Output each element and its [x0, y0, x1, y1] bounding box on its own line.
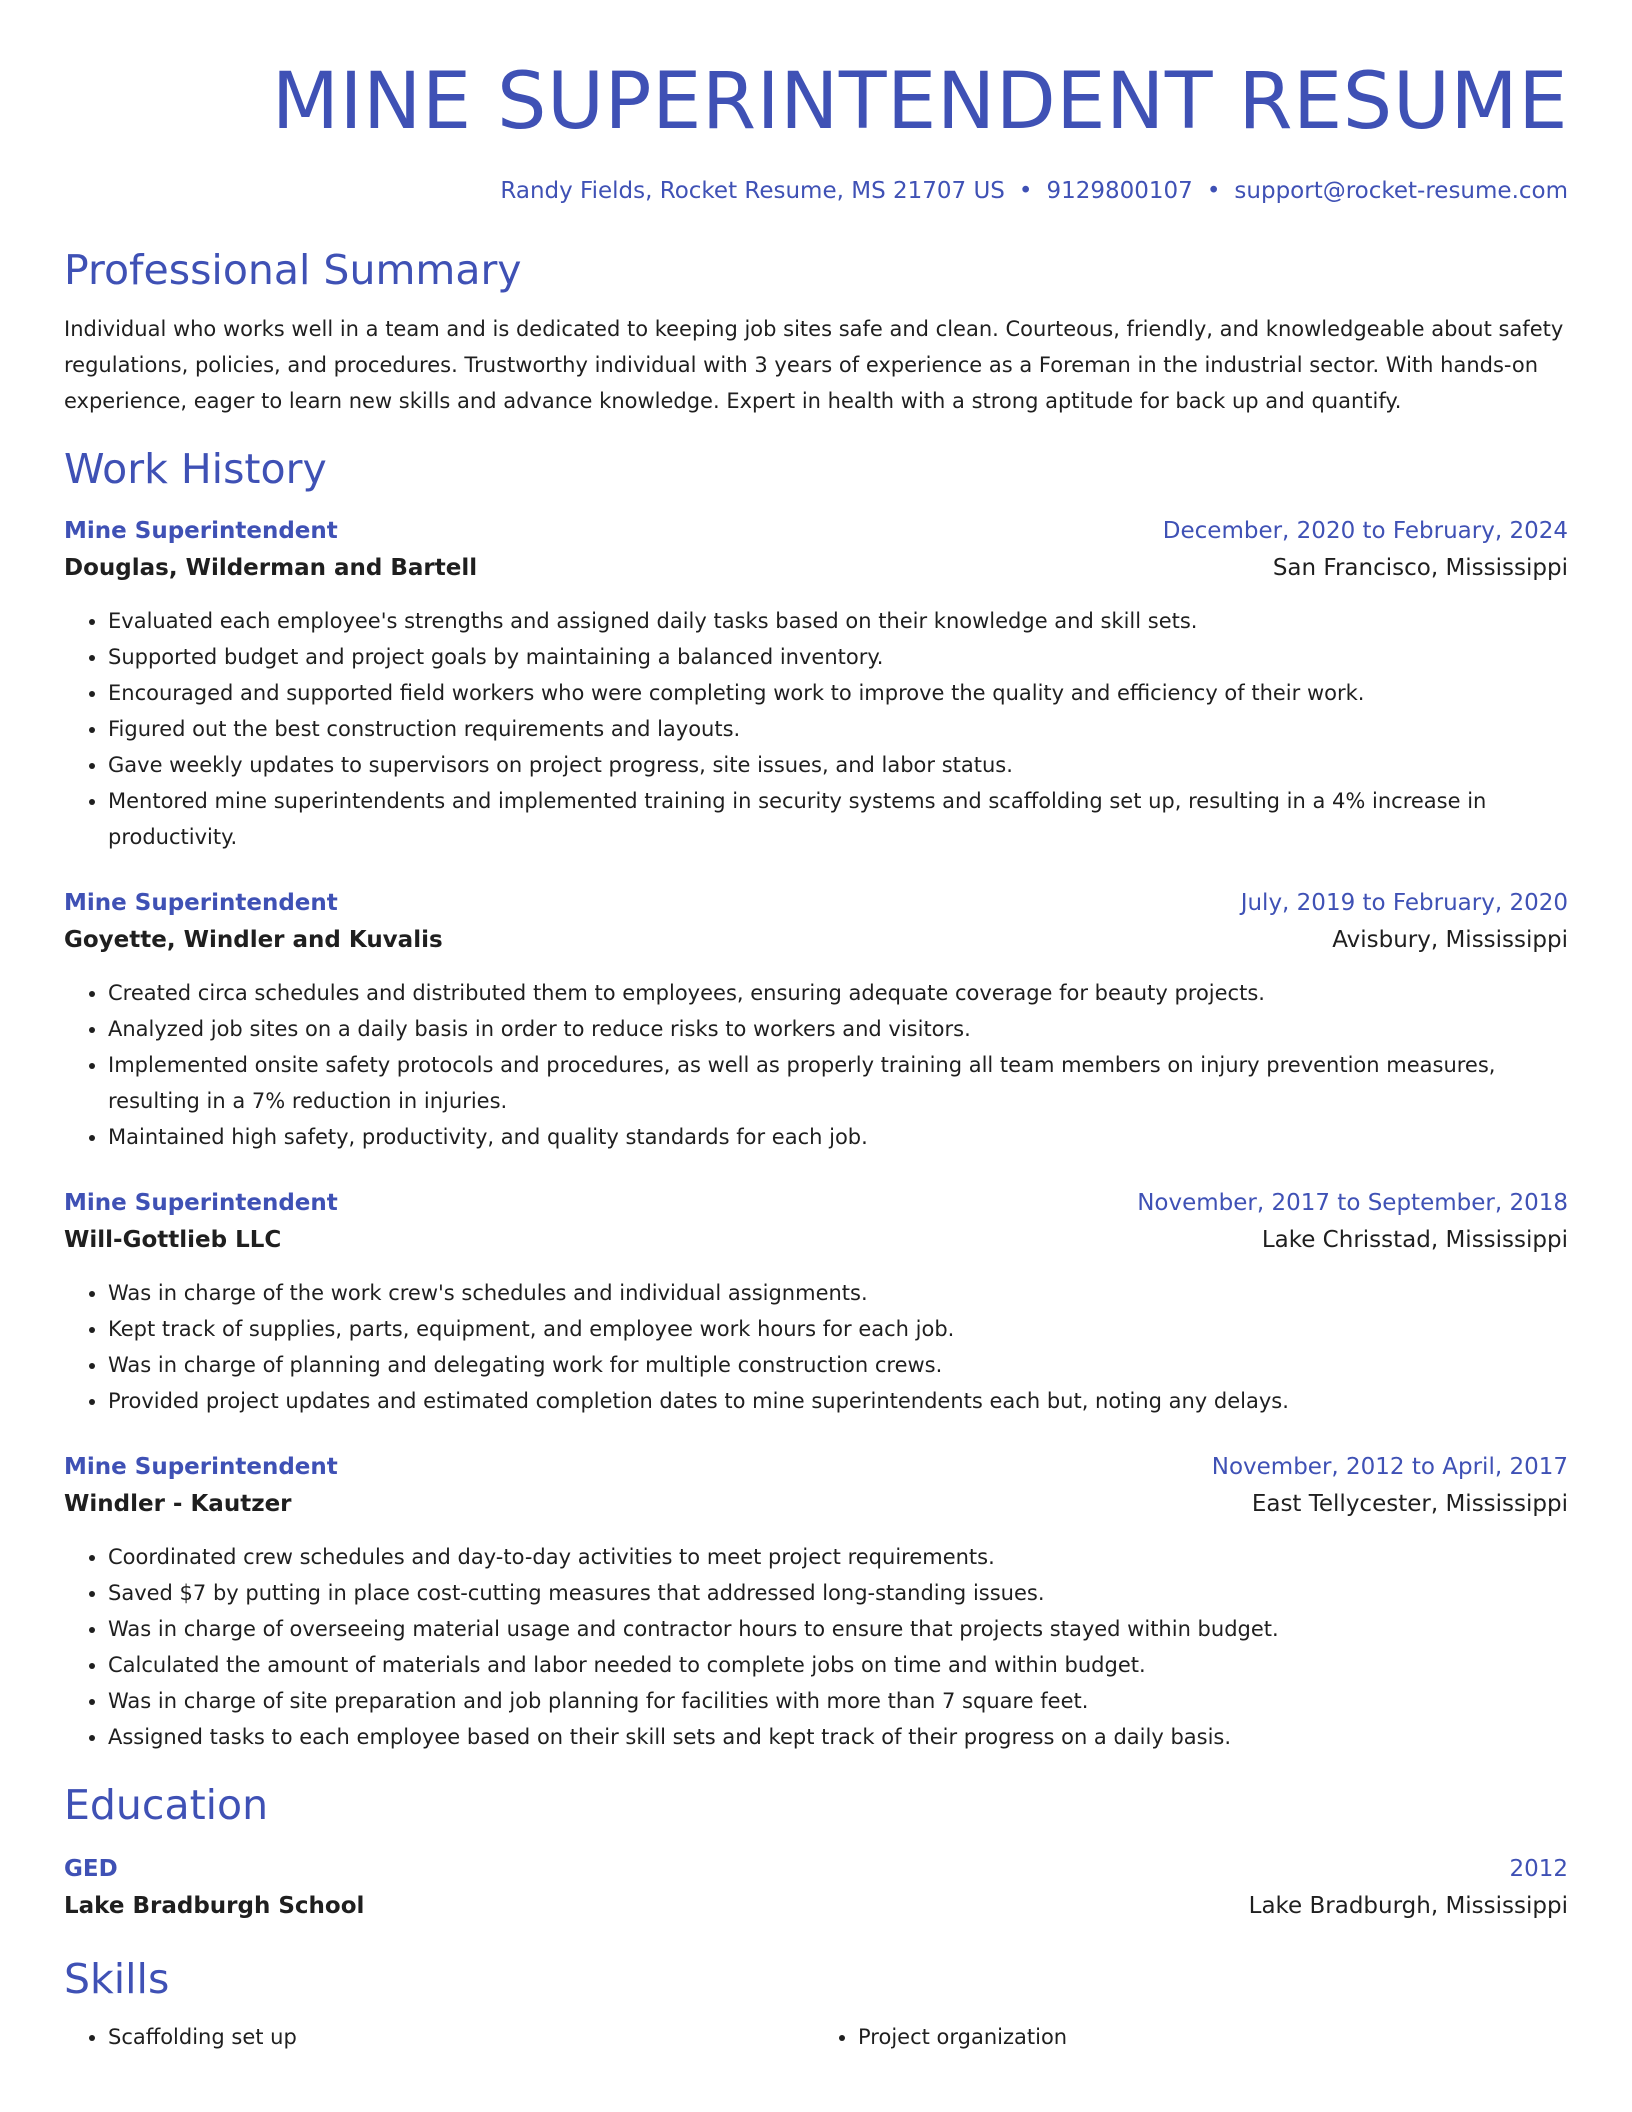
work-history-heading: Work History [64, 445, 327, 493]
job-bullets [64, 603, 1568, 855]
job-entry [64, 1449, 1568, 1755]
job-company: Windler - Kautzer [64, 1491, 292, 1517]
job-role: Mine Superintendent [64, 890, 338, 916]
resume-header [64, 52, 1568, 206]
resume-title: MINE SUPERINTENDENT RESUME [271, 57, 1568, 147]
education-school: Lake Bradburgh School [64, 1893, 365, 1919]
job-bullet: • Provided project updates and estimated completion dates to mine superintendents each but, noting any delays. [108, 1383, 1568, 1419]
job-bullet: • Kept track of supplies, parts, equipment, and employee work hours for each job. [108, 1311, 1568, 1347]
job-bullet: • Supported budget and project goals by maintaining a balanced inventory. [108, 639, 1568, 675]
job-dates: November, 2017 to September, 2018 [1137, 1190, 1568, 1216]
job-bullet: • Calculated the amount of materials and labor needed to complete jobs on time and within budget. [108, 1647, 1568, 1683]
contact-separator: • [1018, 178, 1033, 204]
job-bullet: • Encouraged and supported field workers who were completing work to improve the quality and efficiency of their work. [108, 675, 1568, 711]
education-entry [64, 1851, 1568, 1925]
job-bullet: • Was in charge of planning and delegating work for multiple construction crews. [108, 1347, 1568, 1383]
job-role: Mine Superintendent [64, 1190, 338, 1216]
job-location: Lake Chrisstad, Mississippi [1261, 1227, 1568, 1253]
education-location: Lake Bradburgh, Mississippi [1248, 1893, 1568, 1919]
contact-line [64, 176, 1568, 206]
job-entry [64, 513, 1568, 855]
skill-item: • Project organization [858, 2019, 1067, 2055]
job-bullet: • Analyzed job sites on a daily basis in order to reduce risks to workers and visitors. [108, 1011, 1568, 1047]
skills-heading: Skills [64, 1955, 170, 2003]
job-entry [64, 1185, 1568, 1419]
contact-address: Randy Fields, Rocket Resume, MS 21707 US [500, 178, 1005, 204]
skills-grid [64, 2019, 1568, 2055]
job-bullets [64, 1539, 1568, 1755]
job-bullet: • Implemented onsite safety protocols and procedures, as well as properly training all team members on injury prevention measures, resulting in a 7% reduction in injuries. [108, 1047, 1568, 1119]
job-bullets [64, 1275, 1568, 1419]
job-bullet: • Was in charge of site preparation and job planning for facilities with more than 7 square feet. [108, 1683, 1568, 1719]
job-bullet: • Figured out the best construction requirements and layouts. [108, 711, 1568, 747]
job-company: Douglas, Wilderman and Bartell [64, 555, 478, 581]
job-bullet: • Maintained high safety, productivity, and quality standards for each job. [108, 1119, 1568, 1155]
job-dates: December, 2020 to February, 2024 [1162, 518, 1568, 544]
job-bullet: • Gave weekly updates to supervisors on project progress, site issues, and labor status. [108, 747, 1568, 783]
contact-phone: 9129800107 [1046, 178, 1193, 204]
job-entry [64, 885, 1568, 1155]
job-bullet: • Coordinated crew schedules and day-to-day activities to meet project requirements. [108, 1539, 1568, 1575]
job-company: Goyette, Windler and Kuvalis [64, 927, 443, 953]
contact-email: support@rocket-resume.com [1234, 178, 1568, 204]
summary-text: Individual who works well in a team and is dedicated to keeping job sites safe and clean. Courteous, friendly, and knowledgeable about safety regulations, policies, and procedures. Trustworthy individual with 3 years of experience as a Foreman in the industrial sector. With hands-on experience, eager to learn new skills and advance knowledge. Expert in health with a strong aptitude for back up and quantify. [64, 317, 1564, 413]
summary-heading: Professional Summary [64, 246, 522, 294]
education-year: 2012 [1509, 1856, 1568, 1882]
job-bullet: • Mentored mine superintendents and implemented training in security systems and scaffolding set up, resulting in a 4% increase in productivity. [108, 783, 1568, 855]
job-role: Mine Superintendent [64, 518, 338, 544]
skills-column-left [64, 2019, 808, 2055]
job-bullet: • Evaluated each employee's strengths and assigned daily tasks based on their knowledge and skill sets. [108, 603, 1568, 639]
job-bullet: • Assigned tasks to each employee based on their skill sets and kept track of their progress on a daily basis. [108, 1719, 1568, 1755]
job-location: Avisbury, Mississippi [1332, 927, 1568, 953]
contact-separator: • [1206, 178, 1221, 204]
job-bullet: • Was in charge of the work crew's schedules and individual assignments. [108, 1275, 1568, 1311]
job-dates: November, 2012 to April, 2017 [1211, 1454, 1568, 1480]
job-bullet: • Created circa schedules and distributed them to employees, ensuring adequate coverage for beauty projects. [108, 975, 1568, 1011]
job-bullet: • Was in charge of overseeing material usage and contractor hours to ensure that projects stayed within budget. [108, 1611, 1568, 1647]
job-location: East Tellycester, Mississippi [1251, 1491, 1568, 1517]
job-bullets [64, 975, 1568, 1155]
job-role: Mine Superintendent [64, 1454, 338, 1480]
job-location: San Francisco, Mississippi [1272, 555, 1568, 581]
education-heading: Education [64, 1781, 269, 1829]
job-bullet: • Saved $7 by putting in place cost-cutting measures that addressed long-standing issues. [108, 1575, 1568, 1611]
job-company: Will-Gottlieb LLC [64, 1227, 282, 1253]
job-dates: July, 2019 to February, 2020 [1240, 890, 1568, 916]
skills-column-right [808, 2019, 1067, 2055]
education-degree: GED [64, 1856, 118, 1882]
skill-item: • Scaffolding set up [108, 2019, 808, 2055]
